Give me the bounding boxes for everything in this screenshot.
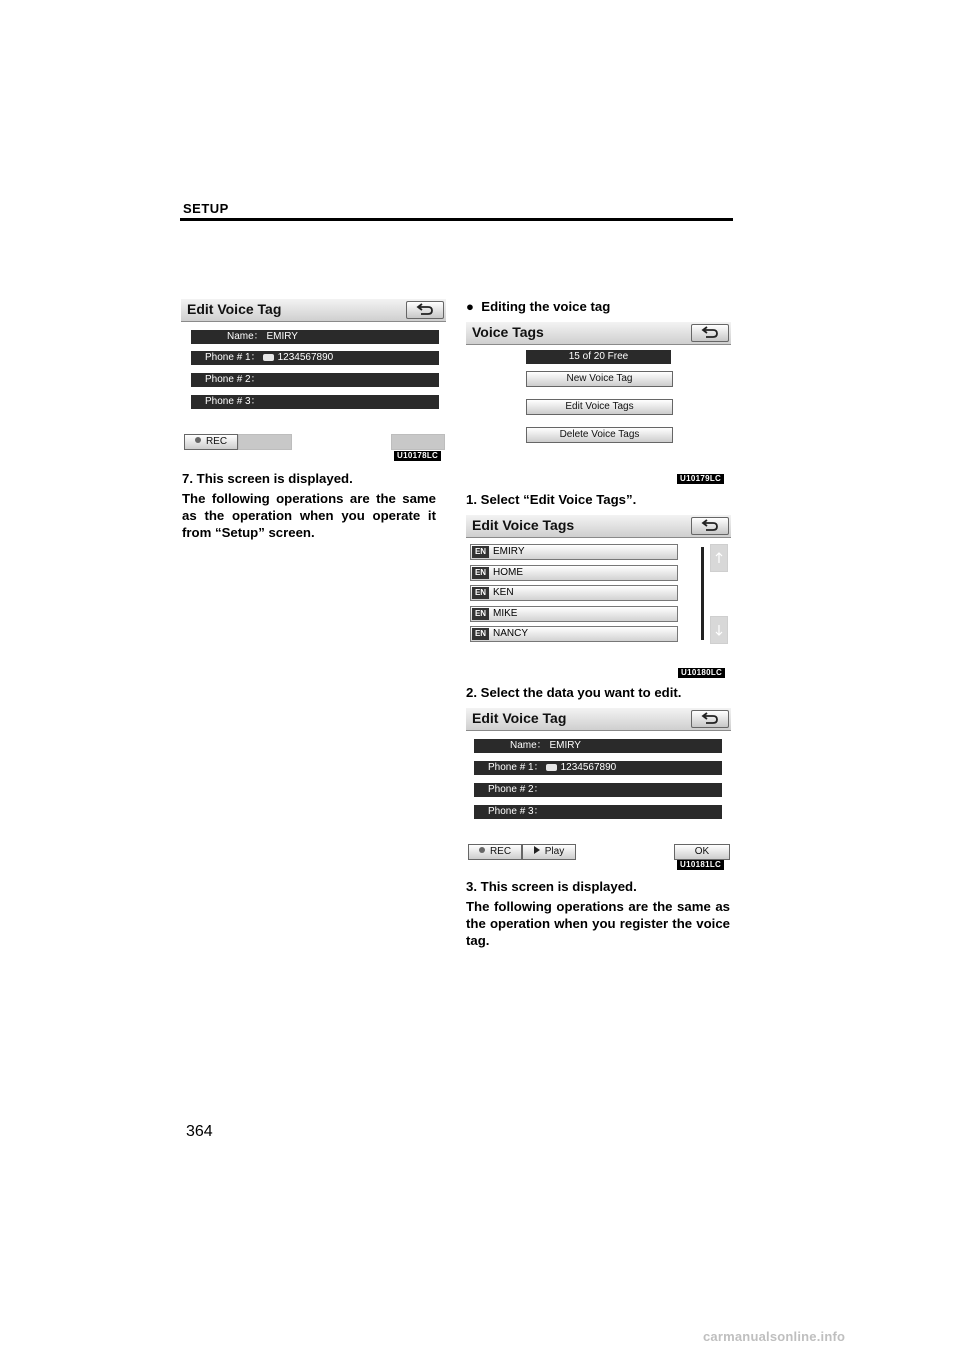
- page-number: 364: [186, 1123, 213, 1140]
- new-voice-tag-button[interactable]: New Voice Tag: [526, 371, 673, 387]
- right-body-text: The following operations are the same as the operation when you register the voice tag.: [466, 899, 730, 948]
- language-badge: EN: [472, 567, 489, 579]
- screen-titlebar: [466, 322, 731, 345]
- footer-watermark: carmanualsonline.info: [703, 1329, 846, 1344]
- screen-titlebar: [466, 708, 731, 731]
- list-item[interactable]: EN KEN: [470, 585, 678, 601]
- ok-button-disabled: [391, 434, 445, 450]
- list-item[interactable]: EN EMIRY: [470, 544, 678, 560]
- rec-button[interactable]: REC: [184, 434, 238, 450]
- play-icon: [534, 846, 540, 854]
- language-badge: EN: [472, 546, 489, 558]
- section-heading: SETUP: [183, 201, 229, 216]
- bullet-icon: ●: [466, 299, 474, 314]
- edit-voice-tags-button[interactable]: Edit Voice Tags: [526, 399, 673, 415]
- step-1: 1. Select “Edit Voice Tags”.: [466, 492, 637, 507]
- phone2-field[interactable]: Phone # 2：: [191, 373, 439, 387]
- list-item[interactable]: EN HOME: [470, 565, 678, 581]
- figure-code: U10178LC: [394, 451, 441, 461]
- step-3: 3. This screen is displayed.: [466, 879, 637, 894]
- play-button-disabled: [238, 434, 292, 450]
- return-arrow-icon: [700, 326, 720, 340]
- phone2-field[interactable]: Phone # 2：: [474, 783, 722, 797]
- play-button[interactable]: Play: [522, 844, 576, 860]
- arrow-down-icon: [711, 617, 727, 643]
- back-button[interactable]: [691, 517, 729, 535]
- screen-title: Edit Voice Tag: [472, 710, 567, 726]
- screen-titlebar: [181, 299, 446, 322]
- rec-button[interactable]: REC: [468, 844, 522, 860]
- name-field[interactable]: Name： EMIRY: [474, 739, 722, 753]
- back-button[interactable]: [691, 324, 729, 342]
- name-field[interactable]: Name： EMIRY: [191, 330, 439, 344]
- header-rule: [180, 218, 733, 221]
- return-arrow-icon: [415, 303, 435, 317]
- list-item[interactable]: EN MIKE: [470, 606, 678, 622]
- left-body-text: The following operations are the same as the operation when you operate it from “Setup” screen.: [182, 491, 436, 540]
- phone3-field[interactable]: Phone # 3：: [191, 395, 439, 409]
- phone1-field[interactable]: Phone # 1： 1234567890: [474, 761, 722, 775]
- step-2: 2. Select the data you want to edit.: [466, 685, 682, 700]
- language-badge: EN: [472, 628, 489, 640]
- delete-voice-tags-button[interactable]: Delete Voice Tags: [526, 427, 673, 443]
- editing-subheading: ● Editing the voice tag: [466, 299, 611, 314]
- figure-code: U10179LC: [677, 474, 724, 484]
- figure-code: U10180LC: [678, 668, 725, 678]
- return-arrow-icon: [700, 712, 720, 726]
- scroll-up-button[interactable]: [710, 544, 728, 572]
- screen-title: Voice Tags: [472, 324, 544, 340]
- list-item[interactable]: EN NANCY: [470, 626, 678, 642]
- screen-title: Edit Voice Tag: [187, 301, 282, 317]
- right-edit-voice-tag-screen: [466, 708, 731, 872]
- record-icon: [195, 437, 201, 443]
- back-button[interactable]: [691, 710, 729, 728]
- return-arrow-icon: [700, 519, 720, 533]
- screen-title: Edit Voice Tags: [472, 517, 575, 533]
- arrow-up-icon: [711, 545, 727, 571]
- scrollbar-track[interactable]: [701, 547, 704, 640]
- phone3-field[interactable]: Phone # 3：: [474, 805, 722, 819]
- ok-button[interactable]: OK: [674, 844, 730, 860]
- free-count-bar: 15 of 20 Free: [526, 350, 671, 364]
- edit-voice-tags-list-screen: [466, 515, 731, 679]
- language-badge: EN: [472, 587, 489, 599]
- figure-code: U10181LC: [677, 860, 724, 870]
- phone1-field[interactable]: Phone # 1： 1234567890: [191, 351, 439, 365]
- voice-tags-screen: [466, 322, 731, 484]
- record-icon: [479, 847, 485, 853]
- screen-titlebar: [466, 515, 731, 538]
- scroll-down-button[interactable]: [710, 616, 728, 644]
- left-edit-voice-tag-screen: [181, 299, 446, 463]
- language-badge: EN: [472, 608, 489, 620]
- step-7: 7. This screen is displayed.: [182, 471, 353, 486]
- phone-icon: [263, 354, 274, 361]
- phone-icon: [546, 764, 557, 771]
- back-button[interactable]: [406, 301, 444, 319]
